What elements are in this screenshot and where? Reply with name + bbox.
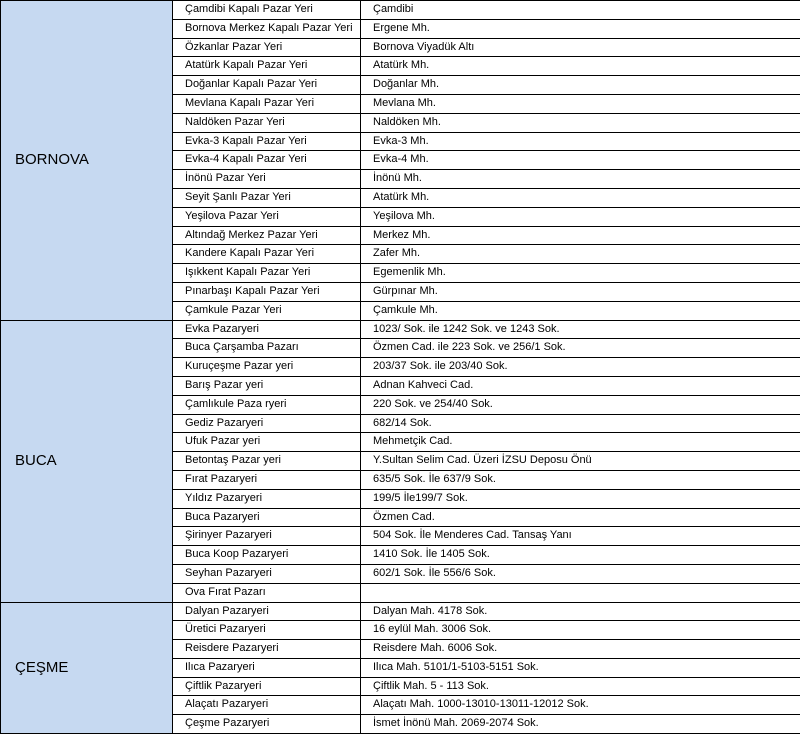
- market-address: Çamdibi: [361, 1, 800, 20]
- market-address: Doğanlar Mh.: [361, 76, 800, 95]
- market-name: İnönü Pazar Yeri: [173, 170, 361, 189]
- market-address: İnönü Mh.: [361, 170, 800, 189]
- district-name: ÇEŞME: [1, 602, 173, 734]
- market-address: Evka-4 Mh.: [361, 151, 800, 170]
- market-name: Ufuk Pazar yeri: [173, 433, 361, 452]
- market-name: Buca Çarşamba Pazarı: [173, 339, 361, 358]
- market-address: Reisdere Mah. 6006 Sok.: [361, 640, 800, 659]
- market-address: Evka-3 Mh.: [361, 132, 800, 151]
- market-address: 16 eylül Mah. 3006 Sok.: [361, 621, 800, 640]
- market-address: Ilıca Mah. 5101/1-5103-5151 Sok.: [361, 658, 800, 677]
- market-address: Merkez Mh.: [361, 226, 800, 245]
- market-name: Işıkkent Kapalı Pazar Yeri: [173, 264, 361, 283]
- market-name: Reisdere Pazaryeri: [173, 640, 361, 659]
- market-name: Alaçatı Pazaryeri: [173, 696, 361, 715]
- market-address: Atatürk Mh.: [361, 57, 800, 76]
- table-row: [1, 1, 800, 20]
- market-address: 199/5 İle199/7 Sok.: [361, 489, 800, 508]
- market-name: Gediz Pazaryeri: [173, 414, 361, 433]
- market-address: Gürpınar Mh.: [361, 282, 800, 301]
- market-name: Şirinyer Pazaryeri: [173, 527, 361, 546]
- market-name: Evka-4 Kapalı Pazar Yeri: [173, 151, 361, 170]
- market-name: Çamdibi Kapalı Pazar Yeri: [173, 1, 361, 20]
- market-address: 1023/ Sok. ile 1242 Sok. ve 1243 Sok.: [361, 320, 800, 339]
- market-address: Dalyan Mah. 4178 Sok.: [361, 602, 800, 621]
- market-address: Çamkule Mh.: [361, 301, 800, 320]
- market-address: Adnan Kahveci Cad.: [361, 376, 800, 395]
- market-name: Barış Pazar yeri: [173, 376, 361, 395]
- market-address: Özmen Cad. ile 223 Sok. ve 256/1 Sok.: [361, 339, 800, 358]
- market-address: Egemenlik Mh.: [361, 264, 800, 283]
- market-address: Ergene Mh.: [361, 19, 800, 38]
- market-address: Mehmetçik Cad.: [361, 433, 800, 452]
- market-name: Dalyan Pazaryeri: [173, 602, 361, 621]
- market-name: Doğanlar Kapalı Pazar Yeri: [173, 76, 361, 95]
- market-address: Çiftlik Mah. 5 - 113 Sok.: [361, 677, 800, 696]
- market-name: Çamlıkule Paza ryeri: [173, 395, 361, 414]
- market-name: Kandere Kapalı Pazar Yeri: [173, 245, 361, 264]
- market-address: 220 Sok. ve 254/40 Sok.: [361, 395, 800, 414]
- table-row: [1, 602, 800, 621]
- market-name: Evka-3 Kapalı Pazar Yeri: [173, 132, 361, 151]
- market-name: Buca Pazaryeri: [173, 508, 361, 527]
- market-address: 635/5 Sok. İle 637/9 Sok.: [361, 470, 800, 489]
- district-name: BUCA: [1, 320, 173, 602]
- market-name: Betontaş Pazar yeri: [173, 452, 361, 471]
- market-name: Bornova Merkez Kapalı Pazar Yeri: [173, 19, 361, 38]
- market-name: Naldöken Pazar Yeri: [173, 113, 361, 132]
- market-address: Naldöken Mh.: [361, 113, 800, 132]
- market-name: Buca Koop Pazaryeri: [173, 546, 361, 565]
- table-row: [1, 320, 800, 339]
- market-name: Ova Fırat Pazarı: [173, 583, 361, 602]
- market-address: Yeşilova Mh.: [361, 207, 800, 226]
- market-name: Pınarbaşı Kapalı Pazar Yeri: [173, 282, 361, 301]
- market-address: [361, 583, 800, 602]
- market-name: Ilıca Pazaryeri: [173, 658, 361, 677]
- market-name: Yeşilova Pazar Yeri: [173, 207, 361, 226]
- market-address: Atatürk Mh.: [361, 188, 800, 207]
- market-name: Seyhan Pazaryeri: [173, 564, 361, 583]
- market-address: Zafer Mh.: [361, 245, 800, 264]
- market-address: Mevlana Mh.: [361, 94, 800, 113]
- market-address: 1410 Sok. İle 1405 Sok.: [361, 546, 800, 565]
- market-address: 504 Sok. İle Menderes Cad. Tansaş Yanı: [361, 527, 800, 546]
- market-address: Y.Sultan Selim Cad. Üzeri İZSU Deposu Önü: [361, 452, 800, 471]
- market-address: Özmen Cad.: [361, 508, 800, 527]
- market-address: 682/14 Sok.: [361, 414, 800, 433]
- market-name: Üretici Pazaryeri: [173, 621, 361, 640]
- market-name: Atatürk Kapalı Pazar Yeri: [173, 57, 361, 76]
- market-name: Altındağ Merkez Pazar Yeri: [173, 226, 361, 245]
- market-name: Fırat Pazaryeri: [173, 470, 361, 489]
- district-name: BORNOVA: [1, 1, 173, 321]
- market-name: Yıldız Pazaryeri: [173, 489, 361, 508]
- market-name: Özkanlar Pazar Yeri: [173, 38, 361, 57]
- market-name: Mevlana Kapalı Pazar Yeri: [173, 94, 361, 113]
- market-name: Kuruçeşme Pazar yeri: [173, 358, 361, 377]
- market-address: 602/1 Sok. İle 556/6 Sok.: [361, 564, 800, 583]
- market-address: İsmet İnönü Mah. 2069-2074 Sok.: [361, 715, 800, 734]
- market-name: Çeşme Pazaryeri: [173, 715, 361, 734]
- market-address: 203/37 Sok. ile 203/40 Sok.: [361, 358, 800, 377]
- market-name: Evka Pazaryeri: [173, 320, 361, 339]
- market-address: Alaçatı Mah. 1000-13010-13011-12012 Sok.: [361, 696, 800, 715]
- market-name: Çamkule Pazar Yeri: [173, 301, 361, 320]
- market-name: Seyit Şanlı Pazar Yeri: [173, 188, 361, 207]
- market-address: Bornova Viyadük Altı: [361, 38, 800, 57]
- market-name: Çiftlik Pazaryeri: [173, 677, 361, 696]
